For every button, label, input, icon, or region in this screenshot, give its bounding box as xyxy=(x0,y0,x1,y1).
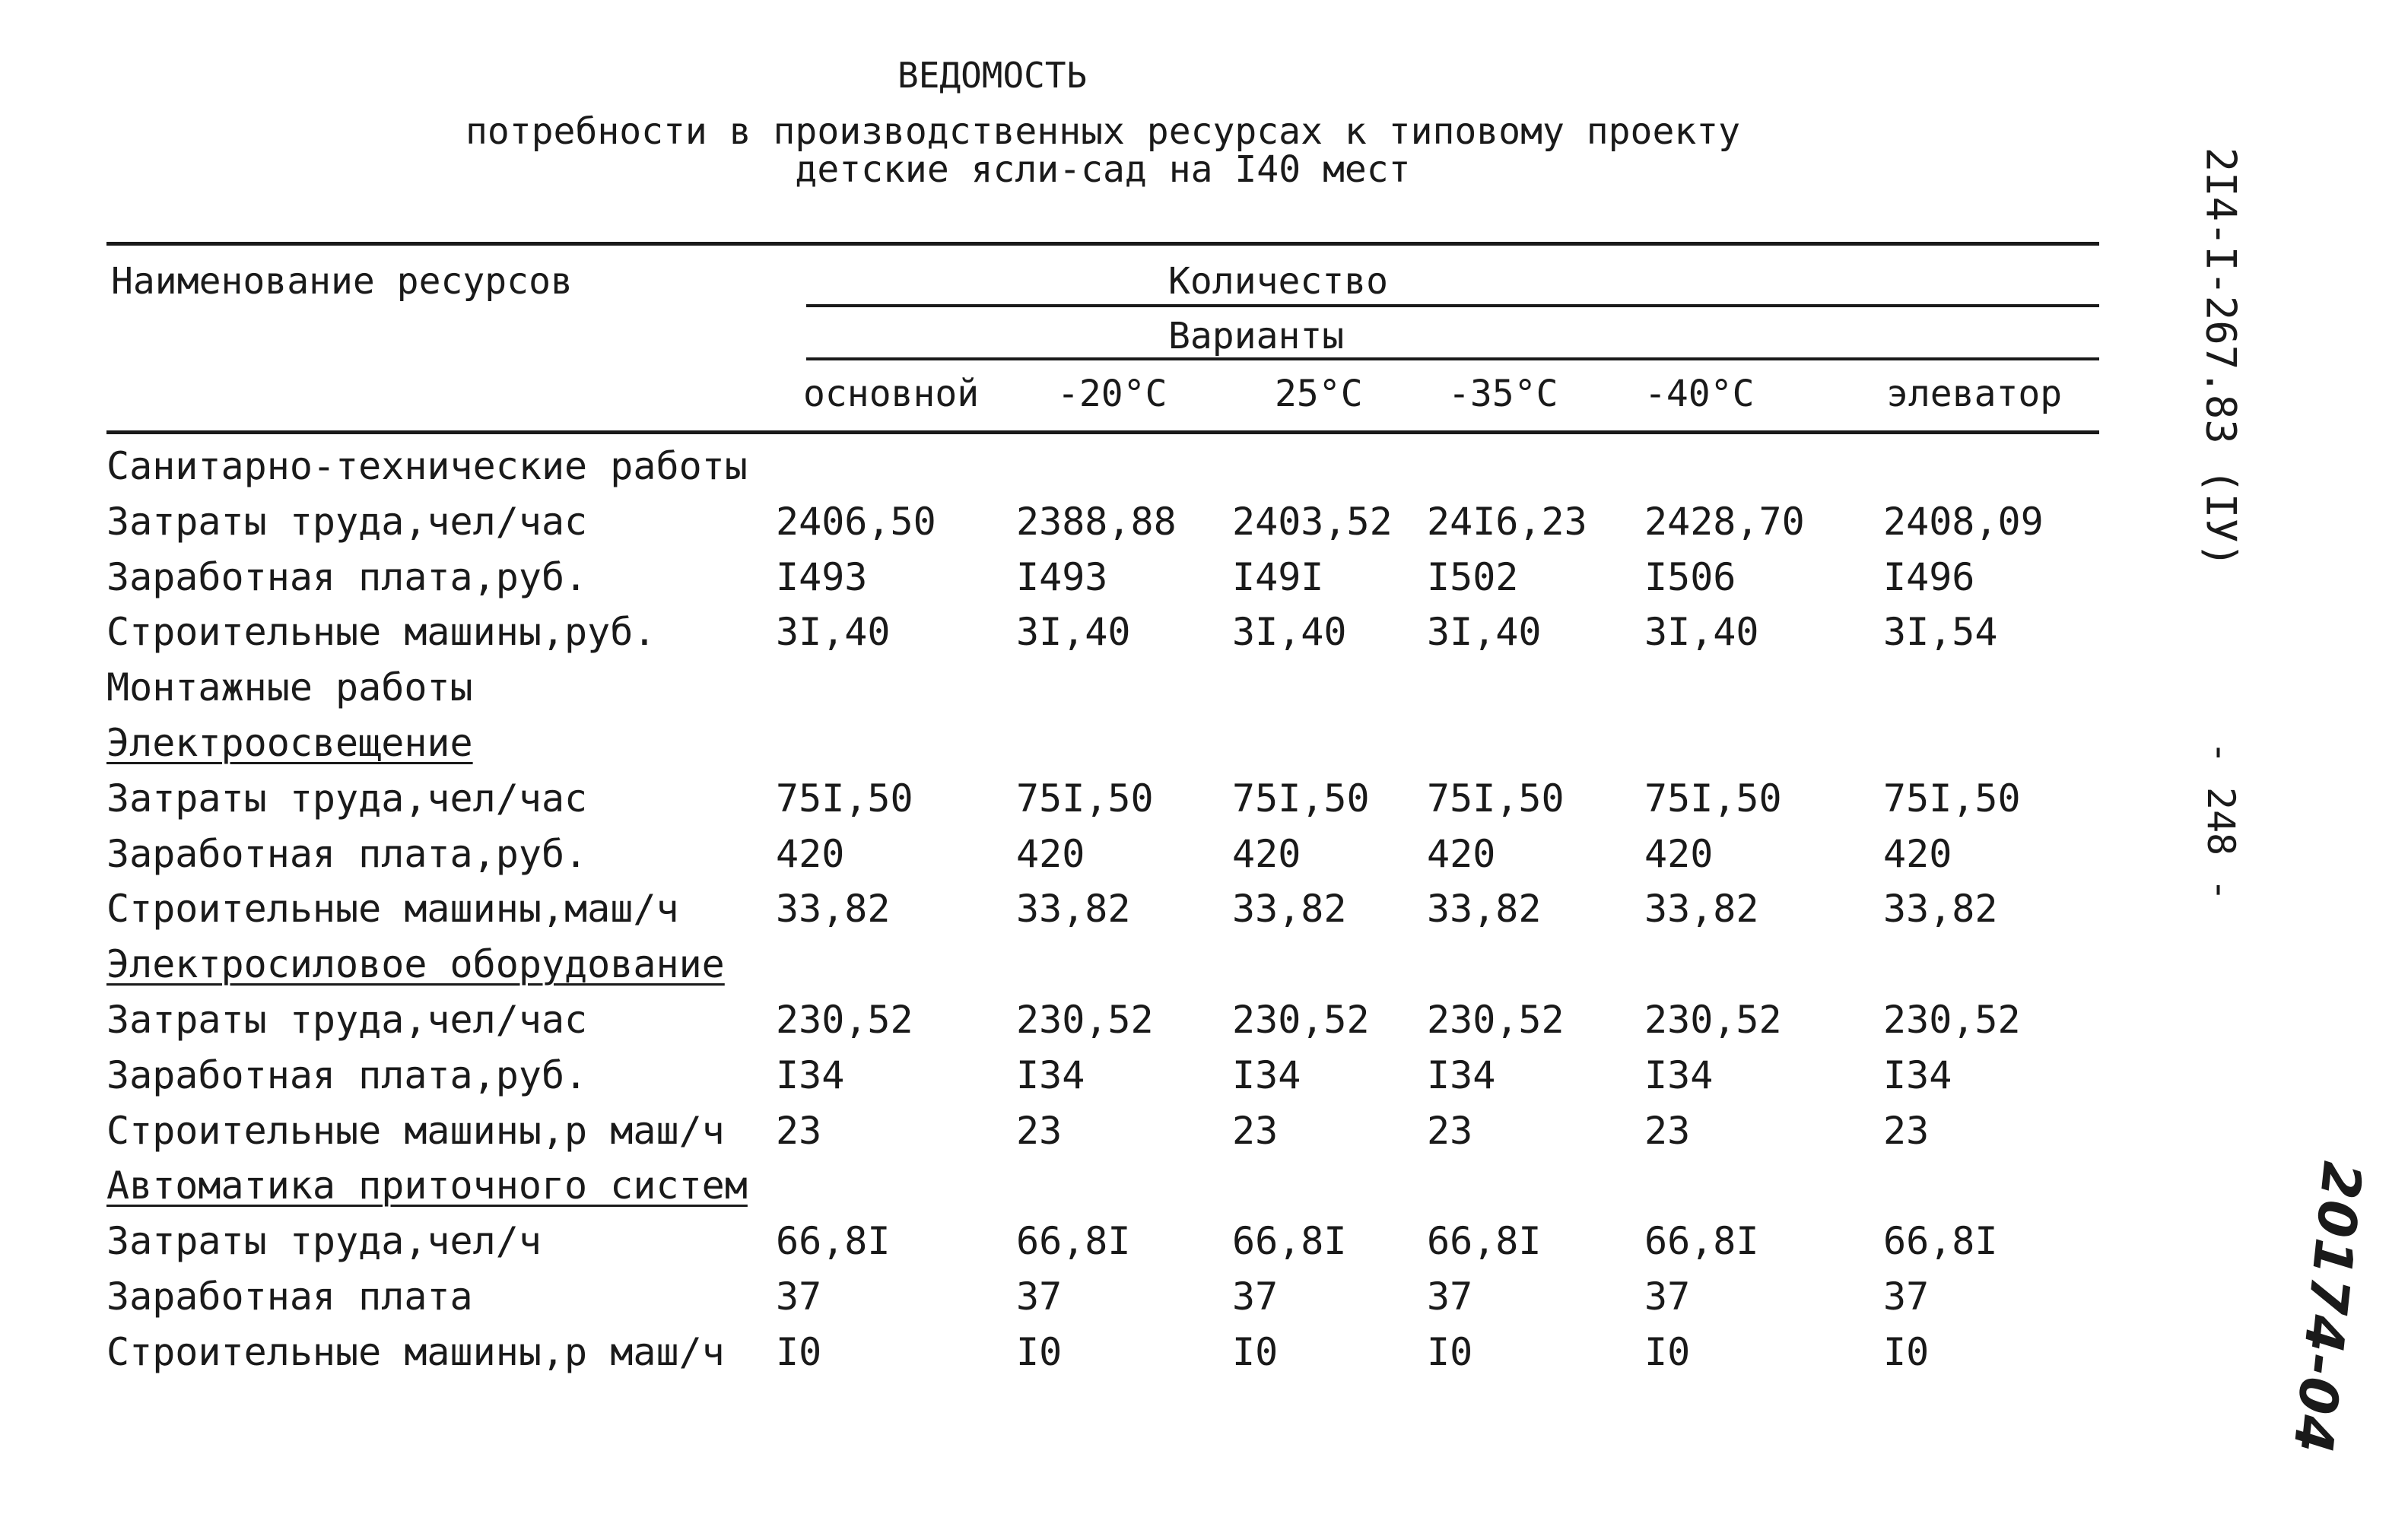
value-cell: 3I,40 xyxy=(776,610,891,655)
header-resource-name: Наименование ресурсов xyxy=(111,260,573,303)
value-cell: 23 xyxy=(1232,1108,1279,1153)
table-row xyxy=(106,1330,2114,1376)
resource-label: Строительные машины,маш/ч xyxy=(106,887,679,932)
value-cell: 37 xyxy=(1016,1275,1063,1319)
value-cell: 230,52 xyxy=(1427,998,1565,1042)
value-cell: 66,8I xyxy=(1232,1219,1347,1264)
value-cell: 3I,40 xyxy=(1232,610,1347,655)
value-cell: 37 xyxy=(1883,1275,1930,1319)
value-cell: 66,8I xyxy=(1644,1219,1759,1264)
column-header: основной xyxy=(803,373,980,415)
section-heading-row xyxy=(106,665,2114,711)
value-cell: 37 xyxy=(1427,1275,1473,1319)
value-cell: 420 xyxy=(1883,831,1952,876)
value-cell: 2403,52 xyxy=(1232,499,1393,544)
document-code: 2I4-I-267.83 (IУ) xyxy=(2197,147,2245,568)
value-cell: 23 xyxy=(1644,1108,1691,1153)
column-header: элеватор xyxy=(1886,373,2063,415)
subtitle-line-1: потребности в производственных ресурсах к типовому проекту xyxy=(465,110,1741,153)
value-cell: 230,52 xyxy=(1644,998,1782,1042)
value-cell: 75I,50 xyxy=(1883,776,2021,821)
section-heading-row xyxy=(106,721,2114,767)
resource-label: Затраты труда,чел/час xyxy=(106,998,588,1042)
value-cell: 23 xyxy=(1427,1108,1473,1153)
value-cell: 230,52 xyxy=(776,998,913,1042)
value-cell: 75I,50 xyxy=(1232,776,1370,821)
value-cell: I34 xyxy=(1232,1052,1301,1097)
resource-label: Затраты труда,чел/час xyxy=(106,776,588,821)
value-cell: 33,82 xyxy=(776,887,891,932)
value-cell: 230,52 xyxy=(1232,998,1370,1042)
value-cell: I34 xyxy=(1644,1052,1714,1097)
table-row xyxy=(106,1219,2114,1265)
table-row xyxy=(106,1053,2114,1099)
value-cell: I0 xyxy=(1427,1329,1473,1374)
value-cell: 66,8I xyxy=(1883,1219,1998,1264)
value-cell: I502 xyxy=(1427,554,1519,599)
quantity-rule xyxy=(806,304,2099,307)
table-row xyxy=(106,998,2114,1043)
value-cell: 420 xyxy=(776,831,845,876)
value-cell: 24I6,23 xyxy=(1427,499,1587,544)
column-header: -40°C xyxy=(1644,373,1755,415)
value-cell: 66,8I xyxy=(1016,1219,1131,1264)
document-title: ВЕДОМОСТЬ xyxy=(897,55,1088,96)
value-cell: 2408,09 xyxy=(1883,499,2044,544)
page-number: - 248 - xyxy=(2199,741,2243,902)
value-cell: 37 xyxy=(776,1275,822,1319)
section-title: Автоматика приточного систем xyxy=(106,1164,748,1208)
section-title: Электроосвещение xyxy=(106,721,473,765)
document-subtitle xyxy=(456,110,1749,191)
value-cell: 75I,50 xyxy=(1644,776,1782,821)
value-cell: I0 xyxy=(1883,1329,1930,1374)
value-cell: I496 xyxy=(1883,554,1975,599)
value-cell: 3I,40 xyxy=(1427,610,1542,655)
section-heading-row xyxy=(106,1164,2114,1209)
table-row xyxy=(106,776,2114,822)
value-cell: 33,82 xyxy=(1016,887,1131,932)
table-row xyxy=(106,500,2114,545)
value-cell: 75I,50 xyxy=(776,776,913,821)
value-cell: 75I,50 xyxy=(1427,776,1565,821)
column-header: 25°C xyxy=(1275,373,1363,415)
value-cell: 75I,50 xyxy=(1016,776,1154,821)
variants-rule xyxy=(806,357,2099,360)
section-heading-row xyxy=(106,942,2114,988)
value-cell: 3I,54 xyxy=(1883,610,1998,655)
value-cell: I493 xyxy=(1016,554,1108,599)
resource-label: Затраты труда,чел/час xyxy=(106,499,588,544)
column-header: -20°C xyxy=(1057,373,1167,415)
table-row xyxy=(106,555,2114,601)
table-row xyxy=(106,887,2114,932)
table-row xyxy=(106,1109,2114,1154)
value-cell: 2388,88 xyxy=(1016,499,1177,544)
value-cell: 420 xyxy=(1232,831,1301,876)
table-top-rule xyxy=(106,242,2099,246)
value-cell: 230,52 xyxy=(1883,998,2021,1042)
value-cell: 420 xyxy=(1427,831,1496,876)
value-cell: 23 xyxy=(1016,1108,1063,1153)
value-cell: 33,82 xyxy=(1427,887,1542,932)
value-cell: I34 xyxy=(776,1052,845,1097)
resource-label: Строительные машины,р маш/ч xyxy=(106,1329,725,1374)
value-cell: I0 xyxy=(1232,1329,1279,1374)
header-bottom-rule xyxy=(106,430,2099,434)
resource-label: Строительные машины,р маш/ч xyxy=(106,1108,725,1153)
value-cell: I34 xyxy=(1016,1052,1085,1097)
header-quantity: Количество xyxy=(1168,260,1388,303)
value-cell: I506 xyxy=(1644,554,1736,599)
value-cell: 33,82 xyxy=(1232,887,1347,932)
value-cell: 37 xyxy=(1644,1275,1691,1319)
table-row xyxy=(106,610,2114,656)
value-cell: I49I xyxy=(1232,554,1324,599)
value-cell: 37 xyxy=(1232,1275,1279,1319)
value-cell: 2406,50 xyxy=(776,499,936,544)
value-cell: 230,52 xyxy=(1016,998,1154,1042)
value-cell: I0 xyxy=(1644,1329,1691,1374)
value-cell: I493 xyxy=(776,554,868,599)
header-variants: Варианты xyxy=(1168,315,1345,357)
handwritten-inventory-number: 20174-04 xyxy=(2281,1158,2374,1458)
value-cell: 23 xyxy=(776,1108,822,1153)
value-cell: 420 xyxy=(1016,831,1085,876)
value-cell: I0 xyxy=(776,1329,822,1374)
value-cell: 2428,70 xyxy=(1644,499,1805,544)
value-cell: 420 xyxy=(1644,831,1714,876)
value-cell: I0 xyxy=(1016,1329,1063,1374)
table-row xyxy=(106,1275,2114,1320)
table-row xyxy=(106,832,2114,878)
resource-label: Строительные машины,руб. xyxy=(106,610,656,655)
resource-label: Заработная плата,руб. xyxy=(106,554,588,599)
resource-label: Заработная плата,руб. xyxy=(106,831,588,876)
value-cell: 66,8I xyxy=(1427,1219,1542,1264)
section-heading-row xyxy=(106,444,2114,490)
value-cell: I34 xyxy=(1883,1052,1952,1097)
value-cell: 33,82 xyxy=(1883,887,1998,932)
subtitle-line-2: детские ясли-сад на I40 мест xyxy=(795,148,1411,191)
section-title: Монтажные работы xyxy=(106,665,473,710)
value-cell: 3I,40 xyxy=(1016,610,1131,655)
resource-label: Заработная плата,руб. xyxy=(106,1052,588,1097)
resource-label: Заработная плата xyxy=(106,1275,473,1319)
column-header: -35°C xyxy=(1448,373,1558,415)
section-title: Электросиловое оборудование xyxy=(106,942,725,987)
value-cell: I34 xyxy=(1427,1052,1496,1097)
section-title: Санитарно-технические работы xyxy=(106,444,748,488)
value-cell: 3I,40 xyxy=(1644,610,1759,655)
resource-label: Затраты труда,чел/ч xyxy=(106,1219,542,1264)
value-cell: 23 xyxy=(1883,1108,1930,1153)
value-cell: 33,82 xyxy=(1644,887,1759,932)
value-cell: 66,8I xyxy=(776,1219,891,1264)
